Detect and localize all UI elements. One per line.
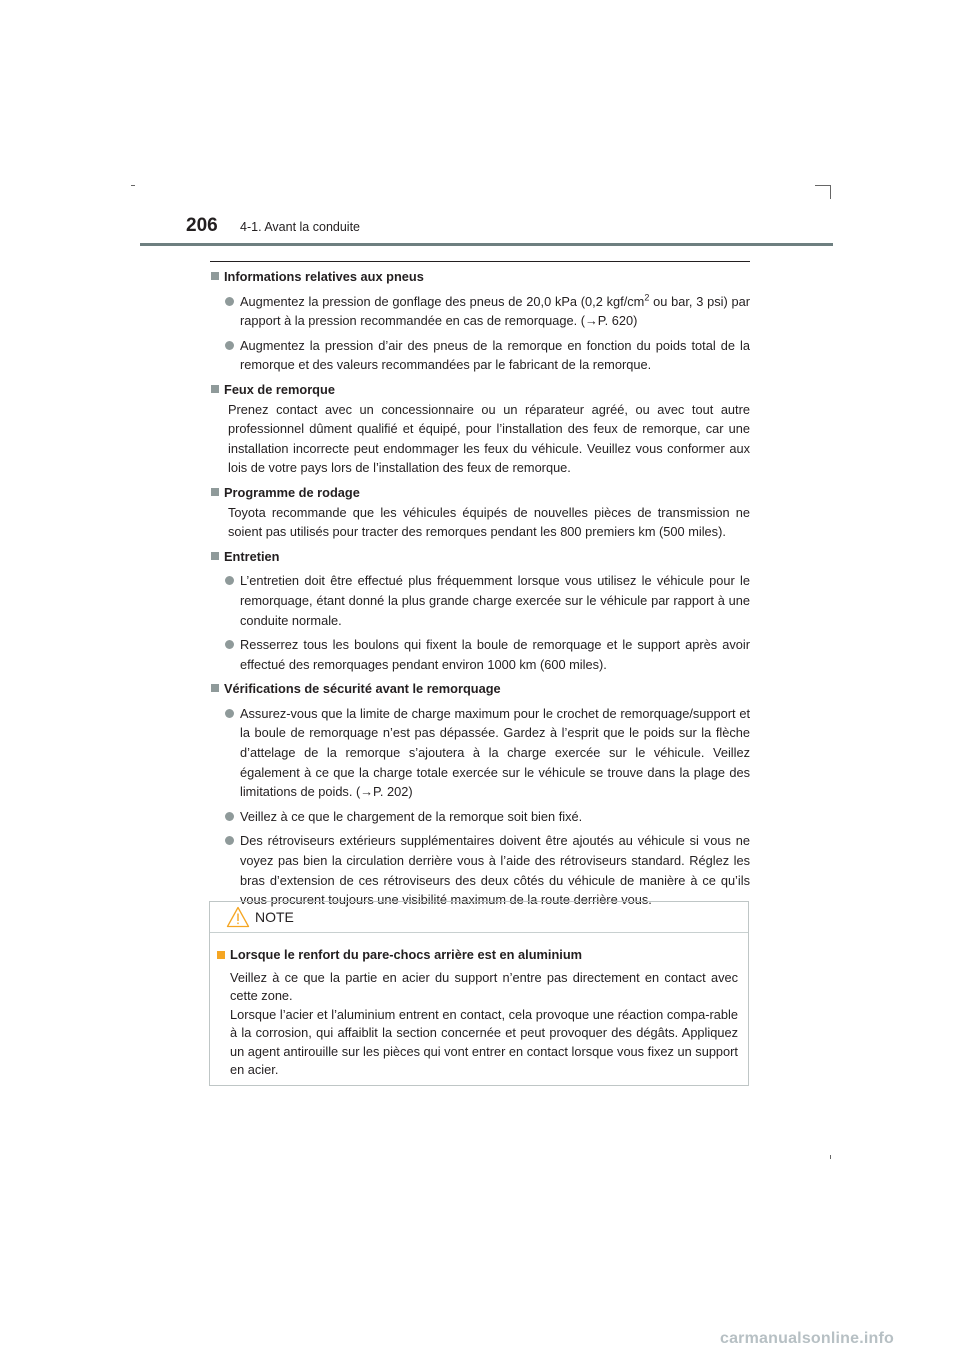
list-item-text: Augmentez la pression de gonflage des pneus de 20,0 kPa (0,2 kgf/cm	[240, 293, 645, 309]
crop-mark-bottom-right	[830, 1155, 831, 1159]
list-item-text: Veillez à ce que le chargement de la remorque soit bien fixé.	[240, 808, 583, 824]
list-item	[210, 336, 750, 375]
section-heading-text: Informations relatives aux pneus	[224, 269, 424, 284]
section-heading	[210, 547, 750, 567]
superscript: 2	[644, 292, 650, 303]
crop-mark-top-right-v	[830, 185, 831, 199]
crop-mark-top-right-h	[815, 185, 831, 186]
square-bullet-icon	[217, 951, 225, 959]
note-heading-text: Lorsque le renfort du pare-chocs arrière est en aluminium	[230, 947, 583, 962]
paragraph: Toyota recommande que les véhicules équipés de nouvelles pièces de transmission ne soient pas utilisés pour tracter des remorques pendant les 800 premiers km (500 miles).	[228, 504, 750, 540]
main-content	[210, 267, 750, 910]
note-heading	[216, 946, 738, 965]
warning-triangle-icon	[226, 906, 250, 933]
paragraph: Prenez contact avec un concessionnaire ou un réparateur agréé, ou avec tout autre professionnel dûment qualifié et équipé, pour l’installation des feux de remorque, car une installation incorrecte peut endommager les feux du véhicule. Veuillez vous conformer aux lois de votre pays lors de l’installation des feux de remorque.	[228, 401, 750, 476]
section-heading	[210, 267, 750, 287]
note-box	[209, 901, 749, 1086]
round-bullet-icon	[225, 709, 234, 718]
round-bullet-icon	[225, 576, 234, 585]
square-bullet-icon	[211, 272, 219, 280]
list-item	[210, 292, 750, 331]
note-header	[210, 902, 748, 933]
list-item	[210, 571, 750, 630]
section-heading	[210, 483, 750, 503]
list-item-text-cont: ou bar, 3 psi) par rapport à la pression recommandée en cas de remorquage. (→P. 620)	[240, 293, 750, 329]
note-body	[210, 933, 748, 1080]
section-heading-text: Programme de rodage	[224, 484, 360, 500]
square-bullet-icon	[211, 684, 219, 692]
list-item-text: Resserrez tous les boulons qui fixent la boule de remorquage et le support après avoir effectué des remorquages pendant environ 1000 km (600 miles).	[240, 637, 750, 672]
section-title: 4-1. Avant la conduite	[240, 220, 360, 234]
list-item-text: Des rétroviseurs extérieurs supplémentaires doivent être ajoutés au véhicule si vous ne voyez pas bien la circulation derrière vous à l’aide des rétroviseurs standard. Réglez les bras d’extension de ces rétroviseurs des deux côtés du véhicule de manière à ce qu’ils vous procurent toujours une visibilité maximum de la route derrière vous.	[240, 833, 750, 908]
round-bullet-icon	[225, 836, 234, 845]
note-paragraph: Lorsque l’acier et l’aluminium entrent en contact, cela provoque une réaction compa-rable à la corrosion, qui affaiblit la section concernée et peut provoquer des dégâts. Appliquez un agent antirouille sur les pièces qui vont entrer en contact lorsque vous fixez un support en acier.	[230, 1006, 738, 1077]
square-bullet-icon	[211, 385, 219, 393]
round-bullet-icon	[225, 341, 234, 350]
list-item-text: Assurez-vous que la limite de charge maximum pour le crochet de remorquage/support et la boule de remorquage n’est pas dépassée. Gardez à l’esprit que le poids sur la flèche d’attelage de la remorque s’ajoutera à la charge exercée sur le véhicule. Veillez également à ce que la charge totale exercée sur le véhicule se trouve dans la plage des limitations de poids. (→P. 202)	[240, 705, 750, 800]
square-bullet-icon	[211, 552, 219, 560]
list-item	[210, 704, 750, 802]
list-item	[210, 831, 750, 909]
list-item-text: Augmentez la pression d’air des pneus de la remorque en fonction du poids total de la remorque et des valeurs recommandées par le fabricant de la remorque.	[240, 337, 750, 373]
round-bullet-icon	[225, 812, 234, 821]
crop-mark-top-left	[131, 185, 135, 186]
content-top-rule	[210, 261, 750, 262]
square-bullet-icon	[211, 488, 219, 496]
list-item	[210, 635, 750, 674]
header-rule	[140, 243, 833, 246]
section-heading-text: Vérifications de sécurité avant le remorquage	[224, 681, 501, 697]
section-heading-text: Entretien	[224, 548, 280, 564]
section-heading	[210, 679, 750, 699]
section-heading	[210, 380, 750, 400]
list-item-text: L’entretien doit être effectué plus fréquemment lorsque vous utilisez le véhicule pour le remorquage, étant donné la plus grande charge exercée sur le véhicule par rapport à une conduite normale.	[240, 573, 750, 628]
list-item	[210, 807, 750, 827]
section-heading-text: Feux de remorque	[224, 381, 335, 397]
note-paragraph: Veillez à ce que la partie en acier du support n’entre pas directement en contact avec cette zone.	[230, 969, 738, 1003]
page-number: 206	[186, 215, 218, 236]
round-bullet-icon	[225, 297, 234, 306]
watermark: carmanualsonline.info	[719, 1330, 894, 1347]
note-label: NOTE	[255, 909, 294, 925]
round-bullet-icon	[225, 640, 234, 649]
